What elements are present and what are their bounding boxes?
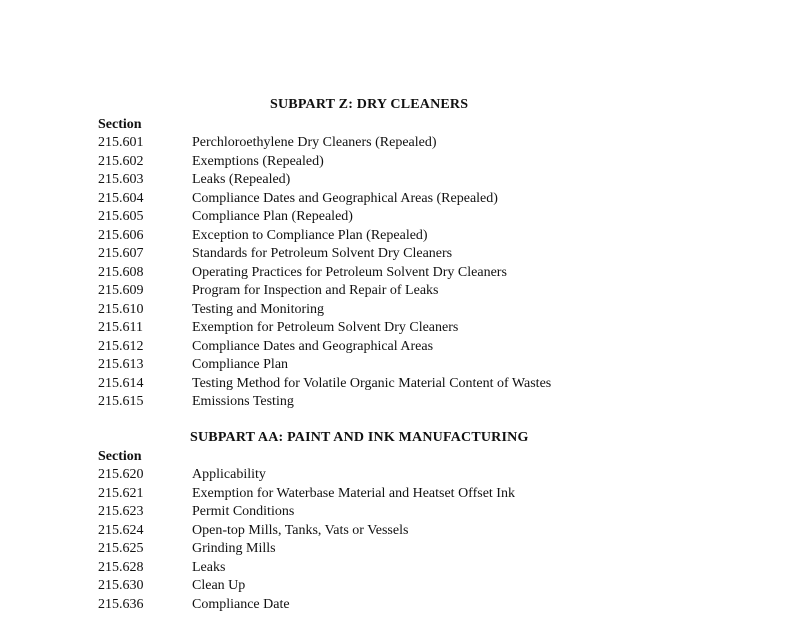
section-row [98, 540, 515, 559]
section-row [98, 596, 515, 615]
section-title: Permit Conditions [192, 504, 295, 519]
section-number: 215.615 [98, 394, 144, 409]
section-row [98, 559, 515, 578]
section-title: Compliance Dates and Geographical Areas [192, 338, 434, 354]
section-row [98, 356, 551, 375]
section-number: 215.608 [98, 264, 144, 280]
subpart-z-section-list [98, 134, 551, 412]
section-row [98, 245, 551, 264]
section-number: 215.624 [98, 522, 144, 538]
section-number: 215.601 [98, 135, 144, 150]
section-number: 215.613 [98, 357, 144, 372]
section-row [98, 301, 551, 320]
section-number: 215.603 [98, 172, 144, 187]
section-number: 215.623 [98, 504, 144, 519]
section-title: Open-top Mills, Tanks, Vats or Vessels [192, 522, 409, 538]
section-row [98, 134, 551, 153]
subpart-aa-section-list [98, 466, 515, 614]
section-number: 215.604 [98, 190, 144, 206]
section-title: Clean Up [192, 578, 246, 593]
section-title: Perchloroethylene Dry Cleaners (Repealed) [192, 135, 437, 150]
subpart-z-title: SUBPART Z: DRY CLEANERS [270, 97, 469, 112]
section-number: 215.620 [98, 467, 144, 482]
section-title: Exception to Compliance Plan (Repealed) [192, 227, 428, 243]
section-column-header: Section [98, 449, 142, 464]
section-title: Testing and Monitoring [192, 301, 325, 317]
section-title: Compliance Date [192, 596, 290, 612]
section-title: Standards for Petroleum Solvent Dry Cleaners [192, 246, 453, 261]
section-number: 215.625 [98, 541, 144, 556]
section-row [98, 375, 551, 394]
section-number: 215.630 [98, 578, 144, 593]
section-number: 215.628 [98, 559, 144, 575]
section-title: Compliance Dates and Geographical Areas (Repealed) [192, 190, 498, 206]
section-number: 215.621 [98, 485, 144, 501]
section-title: Program for Inspection and Repair of Leaks [192, 283, 439, 298]
section-title: Exemption for Petroleum Solvent Dry Cleaners [192, 320, 459, 335]
section-title: Testing Method for Volatile Organic Material Content of Wastes [192, 375, 552, 391]
section-row [98, 171, 551, 190]
section-number: 215.611 [98, 320, 143, 335]
section-number: 215.610 [98, 301, 144, 317]
section-title: Compliance Plan (Repealed) [192, 209, 353, 224]
section-row [98, 319, 551, 338]
section-title: Emissions Testing [192, 394, 294, 409]
section-title: Applicability [192, 467, 266, 482]
section-title: Exemption for Waterbase Material and Heatset Offset Ink [192, 485, 515, 501]
section-row [98, 577, 515, 596]
section-title: Exemptions (Repealed) [192, 153, 324, 169]
section-number: 215.636 [98, 596, 144, 612]
section-row [98, 153, 551, 172]
section-row [98, 503, 515, 522]
section-title: Leaks [192, 559, 226, 575]
section-row [98, 522, 515, 541]
section-number: 215.614 [98, 375, 144, 391]
section-row [98, 485, 515, 504]
section-column-header: Section [98, 117, 142, 132]
section-row [98, 208, 551, 227]
section-row [98, 190, 551, 209]
section-number: 215.607 [98, 246, 144, 261]
subpart-aa-title: SUBPART AA: PAINT AND INK MANUFACTURING [190, 430, 529, 445]
section-title: Compliance Plan [192, 357, 289, 372]
section-number: 215.602 [98, 153, 144, 169]
section-title: Operating Practices for Petroleum Solvent Dry Cleaners [192, 264, 507, 280]
section-row [98, 264, 551, 283]
section-number: 215.612 [98, 338, 144, 354]
section-row [98, 227, 551, 246]
section-number: 215.605 [98, 209, 144, 224]
section-number: 215.606 [98, 227, 144, 243]
section-row [98, 282, 551, 301]
section-title: Leaks (Repealed) [192, 172, 291, 187]
section-row [98, 338, 551, 357]
section-title: Grinding Mills [192, 541, 276, 556]
section-number: 215.609 [98, 283, 144, 298]
section-row [98, 393, 551, 412]
section-row [98, 466, 515, 485]
